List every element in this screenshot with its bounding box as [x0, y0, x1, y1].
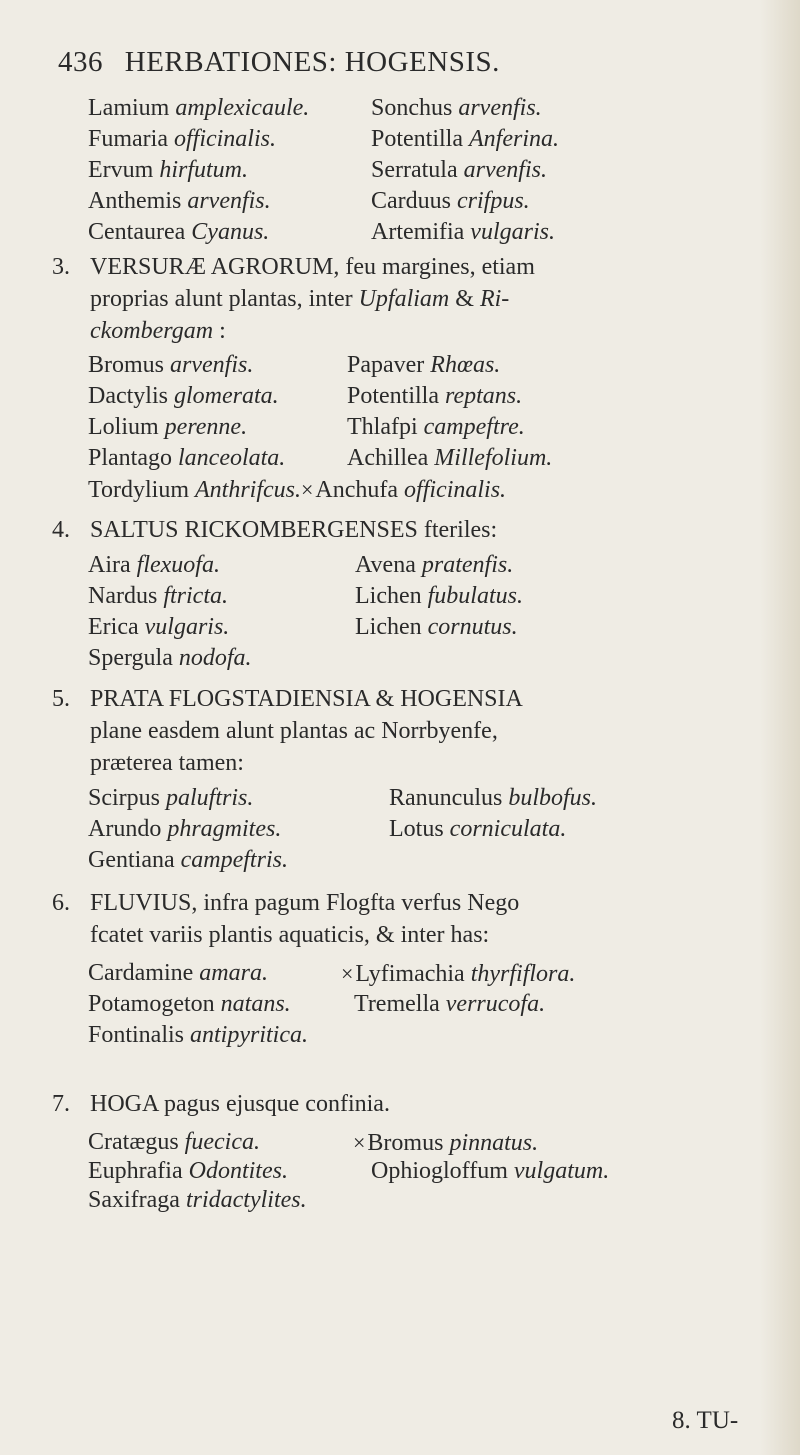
plant-row: Aira flexuofa. Avena pratenfis.: [88, 552, 514, 578]
page-number: 436: [58, 46, 103, 78]
plant-row: Tordylium Anthrifcus.×Anchufa officinalis.: [88, 477, 507, 503]
plant-row: Fontinalis antipyritica.: [88, 1022, 308, 1048]
plant-row: Euphrafia Odontites. Ophiogloffum vulgatum.: [88, 1158, 610, 1184]
plant-row: Cratægus fuecica. ×Bromus pinnatus.: [88, 1129, 539, 1156]
cross-mark: ×: [341, 961, 354, 986]
plant-row: Ervum hirfutum. Serratula arvenfis.: [88, 157, 547, 183]
page-edge-shadow: [760, 0, 800, 1455]
plant-row: Scirpus paluftris. Ranunculus bulbofus.: [88, 785, 598, 811]
page-header: [58, 46, 500, 79]
running-title: HERBATIONES: HOGENSIS.: [124, 46, 500, 78]
plant-row: Cardamine amara. ×Lyfimachia thyrfiflora.: [88, 960, 576, 987]
plant-row: Dactylis glomerata. Potentilla reptans.: [88, 383, 523, 409]
plant-row: Anthemis arvenfis. Carduus crifpus.: [88, 188, 530, 214]
plant-row: Potamogeton natans. Tremella verrucofa.: [88, 991, 546, 1017]
cross-mark: ×: [300, 477, 314, 502]
plant-list-section-4: [88, 550, 768, 674]
cross-mark: ×: [353, 1130, 366, 1155]
plant-row: Gentiana campeftris.: [88, 847, 288, 873]
plant-row: Bromus arvenfis. Papaver Rhœas.: [88, 352, 501, 378]
plant-row: Erica vulgaris. Lichen cornutus.: [88, 614, 518, 640]
plant-row: Plantago lanceolata. Achillea Millefolium.: [88, 445, 553, 471]
plant-list-top: [88, 93, 768, 248]
plant-row: Fumaria officinalis. Potentilla Anferina.: [88, 126, 559, 152]
plant-row: Nardus ftricta. Lichen fubulatus.: [88, 583, 523, 609]
plant-list-section-6: [88, 958, 768, 1051]
plant-list-section-3: [88, 350, 768, 505]
plant-list-section-7: [88, 1128, 768, 1215]
section-number: 6.: [52, 890, 70, 916]
catchword: 8. TU-: [672, 1407, 739, 1434]
plant-list-section-5: [88, 783, 768, 876]
plant-row: Spergula nodofa.: [88, 645, 252, 671]
section-number: 5.: [52, 686, 70, 712]
section-number: 7.: [52, 1091, 70, 1117]
section-number: 4.: [52, 517, 70, 543]
plant-row: Saxifraga tridactylites.: [88, 1187, 307, 1213]
plant-row: Lolium perenne. Thlafpi campeftre.: [88, 414, 525, 440]
plant-row: Lamium amplexicaule. Sonchus arvenfis.: [88, 95, 542, 121]
book-page: 436 HERBATIONES: HOGENSIS. Lamium amplexicaule. Sonchus arvenfis. Fumaria officinalis. Potentilla Anferina. Ervum hirfutum. Serratula arvenfis. Anthemis arvenfis. Carduus crifpus. Centaurea Cyanus. Artemifia vulgaris. 3. VERSURÆ AGRORUM, feu margines, etiam proprias alunt plantas, inter Upfaliam & Ri- ckombergam : Bromus arvenfis. Papaver Rhœas. Dactylis glomerata. Potentilla reptans. Lolium perenne. Thlafpi campeftre. Plantago lanceolata. Achillea Millefolium. Tordylium Anthrifcus.×Anchufa officinalis. 4. SALTUS RICKOMBERGENSES fteriles: Aira flexuofa. Avena pratenfis. Nardus ftricta. Lichen fubulatus. Erica vulgaris. Lichen cornutus. Spergula nodofa. 5. PRATA FLOGSTADIENSIA & HOGENSIA plane easdem alunt plantas ac Norrbyenfe, præterea tamen: Scirpus paluftris. Ranunculus bulbofus. Arundo phragmites. Lotus corniculata. Gentiana campeftris. 6. FLUVIUS, infra pagum Flogfta verfus Nego fcatet variis plantis aquaticis, & inter has: Cardamine amara. ×Lyfimachia thyrfiflora. Potamogeton natans. Tremella verrucofa. Fontinalis antipyritica. 7. HOGA pagus ejusque confinia. Cratægus fuecica. ×Bromus pinnatus. Euphrafia Odontites. Ophiogloffum vulgatum. Saxifraga tridactylites. 8. TU-: [0, 0, 800, 1455]
section-number: 3.: [52, 254, 70, 280]
plant-row: Arundo phragmites. Lotus corniculata.: [88, 816, 567, 842]
plant-row: Centaurea Cyanus. Artemifia vulgaris.: [88, 219, 555, 245]
